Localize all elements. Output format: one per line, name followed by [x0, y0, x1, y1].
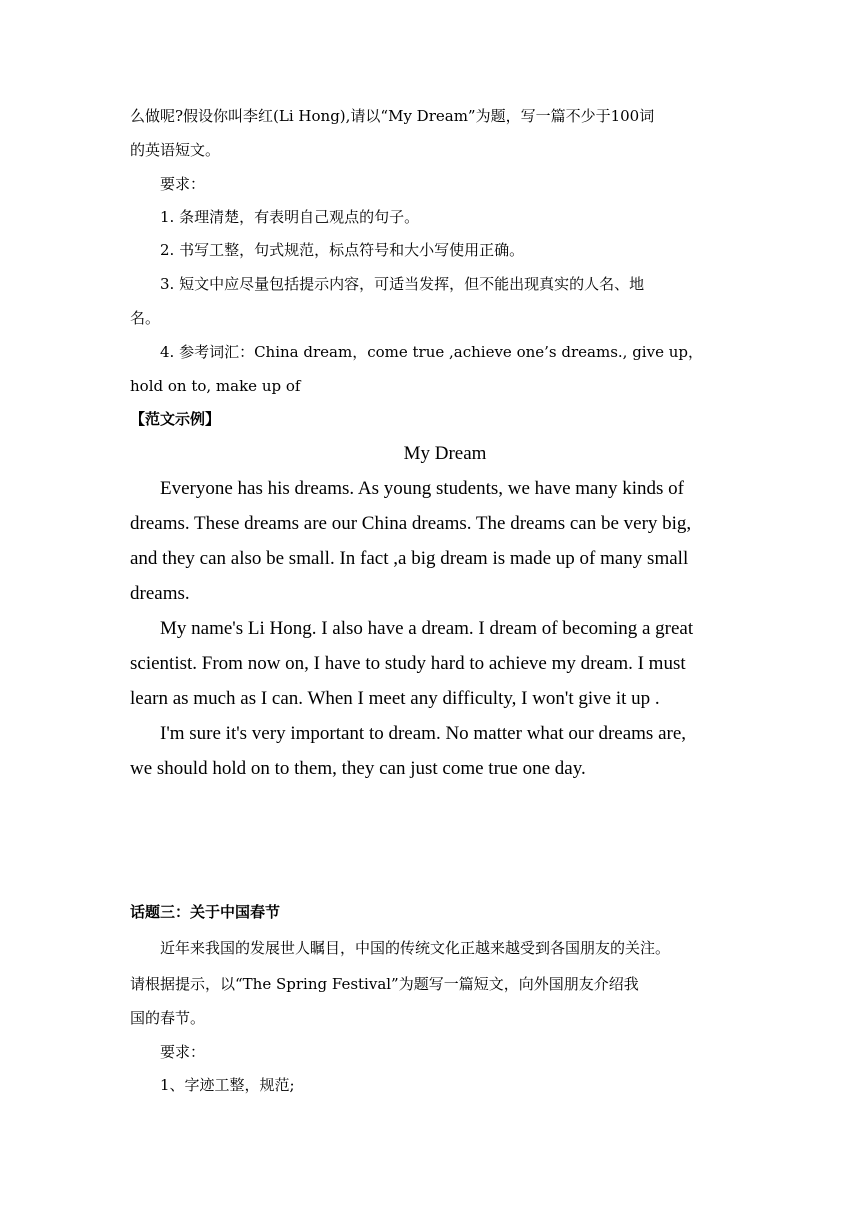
essay-line: we should hold on to them, they can just come true one day.	[130, 758, 586, 779]
requirement-3-line-1: 3. 短文中应尽量包括提示内容，可适当发挥，但不能出现真实的人名、地	[160, 275, 645, 293]
requirement-1: 1. 条理清楚，有表明自己观点的句子。	[160, 208, 420, 226]
essay-line: learn as much as I can. When I meet any difficulty, I won't give it up .	[130, 688, 660, 709]
sample-heading: 【范文示例】	[130, 410, 221, 428]
essay-line: scientist. From now on, I have to study hard to achieve my dream. I must	[130, 653, 686, 674]
topic-3-requirement-1: 1、字迹工整，规范;	[160, 1076, 295, 1094]
requirement-4-line-2: hold on to, make up of	[130, 377, 301, 395]
topic-3-requirements-label: 要求：	[160, 1043, 206, 1061]
essay-line: dreams.	[130, 583, 190, 604]
requirement-3-line-2: 名。	[130, 309, 161, 327]
essay-line: Everyone has his dreams. As young students, we have many kinds of	[160, 478, 684, 499]
essay-line: and they can also be small. In fact ,a big dream is made up of many small	[130, 548, 689, 569]
requirement-2: 2. 书写工整，句式规范，标点符号和大小写使用正确。	[160, 241, 525, 259]
topic-3-heading: 话题三：关于中国春节	[130, 903, 281, 921]
essay-line: I'm sure it's very important to dream. No matter what our dreams are,	[160, 723, 687, 744]
prompt-line-2: 的英语短文。	[130, 141, 221, 159]
essay-line: dreams. These dreams are our China dreams. The dreams can be very big,	[130, 513, 692, 534]
requirement-4-line-1: 4. 参考词汇：China dream，come true ,achieve one’s dreams., give up，	[160, 343, 703, 361]
topic-3-intro-line-2: 请根据提示，以“The Spring Festival”为题写一篇短文，向外国朋友介绍我	[130, 975, 639, 993]
essay-line: My name's Li Hong. I also have a dream. I dream of becoming a great	[160, 618, 694, 639]
requirements-label: 要求：	[160, 175, 206, 193]
topic-3-intro-line-3: 国的春节。	[130, 1009, 206, 1027]
topic-3-intro-line-1: 近年来我国的发展世人瞩目，中国的传统文化正越来越受到各国朋友的关注。	[160, 939, 671, 957]
prompt-line-1: 么做呢?假设你叫李红(Li Hong),请以“My Dream”为题，写一篇不少于100词	[130, 107, 655, 125]
essay-title: My Dream	[403, 443, 487, 464]
